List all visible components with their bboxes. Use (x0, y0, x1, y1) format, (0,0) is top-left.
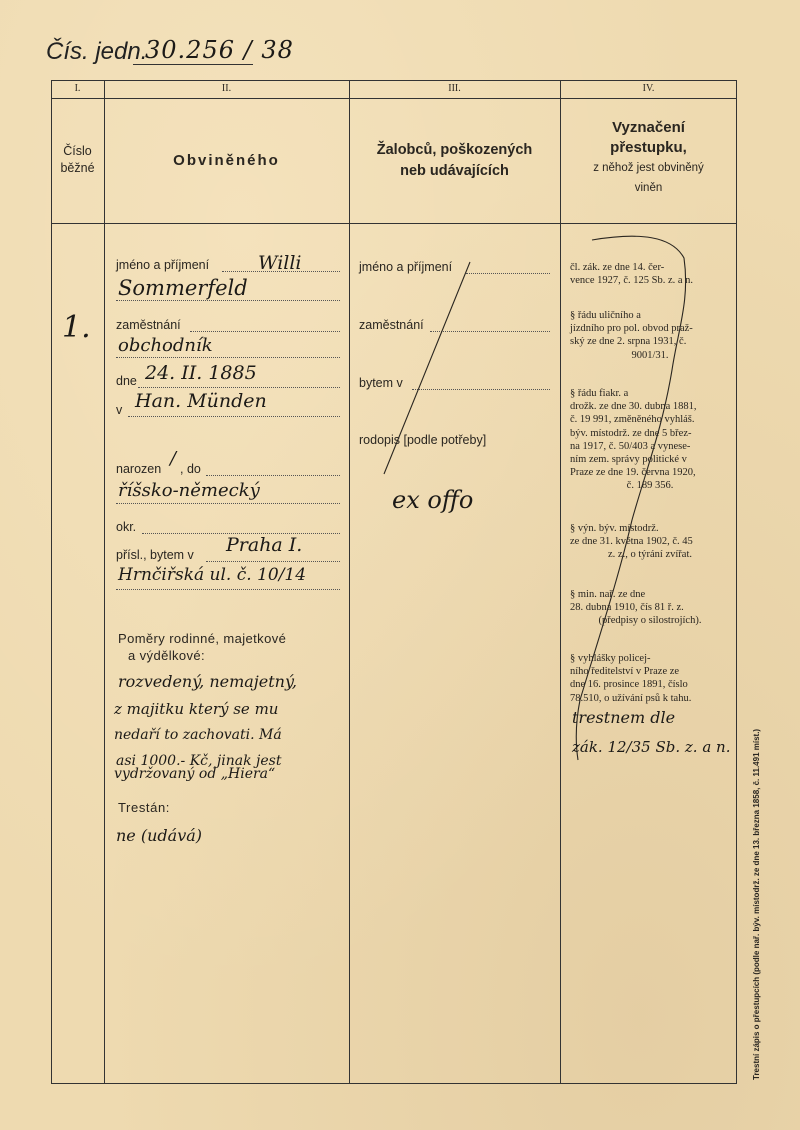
birth-place-handwritten: Han. Münden (135, 390, 267, 412)
heading-1-line-2: běžné (60, 161, 95, 175)
accused-first-name-handwritten: Willi (258, 252, 302, 274)
complainant-bio-label: rodopis [podle potřeby] (359, 433, 487, 447)
punished-label: Trestán: (118, 800, 171, 815)
reference-label: Čís. jedn. (46, 38, 148, 65)
provision-2-line-2: jízdního pro pol. obvod praž- (570, 323, 693, 335)
heading-1-line-1: Číslo (63, 144, 92, 158)
residence-fill-line (206, 561, 340, 562)
provision-1-line-1: čl. zák. ze dne 14. čer- (570, 262, 665, 273)
place-fill-line (128, 416, 340, 417)
circumstances-label-line-1: Poměry rodinné, majetkové (118, 631, 287, 646)
provision-2-line-3: ský ze dne 2. srpna 1931, č. (570, 336, 687, 348)
born-label: narozen (116, 462, 162, 476)
heading-4-line-2: přestupku, (610, 139, 687, 156)
complainant-address-label: bytem v (359, 376, 403, 390)
name-fill-line-2 (116, 300, 340, 301)
residence-city-handwritten: Praha I. (226, 534, 303, 556)
residence-fill-line-2 (116, 589, 340, 590)
column-number-2: II. (221, 83, 232, 94)
header-row-divider (51, 223, 737, 224)
accused-occupation-label: zaměstnání (116, 318, 181, 332)
heading-3-line-2: neb udávajících (400, 163, 509, 179)
column-divider-3 (560, 80, 561, 1084)
form-side-note: Trestní zápis o přestupcích (podle nař. býv. místodrž. ze dne 13. března 1858, č. 11.491 míst.) (752, 728, 761, 1080)
column-number-3: III. (448, 83, 461, 94)
accused-name-label: jméno a příjmení (116, 258, 210, 272)
provision-3-line-8: č. 189 356. (626, 480, 674, 492)
accused-last-name-handwritten: Sommerfeld (118, 276, 248, 300)
provision-6-line-2: ního ředitelství v Praze ze (570, 666, 680, 678)
provision-5-line-2: 28. dubna 1910, čís 81 ř. z. (570, 602, 684, 614)
accused-occupation-handwritten: obchodník (118, 335, 213, 356)
residence-label: přísl., bytem v (116, 548, 194, 562)
roman-row-divider (51, 98, 737, 99)
provision-6-line-3: dne 16. prosince 1891, číslo (570, 679, 688, 691)
provision-2-line-1: § řádu uličního a (570, 310, 641, 321)
provision-3-line-5: na 1917, č. 50/403 a vynese- (570, 440, 691, 452)
offense-provision-2 (570, 309, 730, 362)
column-heading-3 (349, 140, 560, 182)
heading-4-line-4: viněn (634, 182, 663, 194)
reference-underline (133, 64, 253, 65)
complainant-handwritten: ex offo (392, 486, 474, 514)
heading-4-line-3: z něhož jest obviněný (593, 162, 704, 174)
born-fill-line (206, 475, 340, 476)
residence-street-handwritten: Hrnčiřská ul. č. 10/14 (118, 565, 307, 585)
offense-handwritten-1: trestnem dle (572, 708, 676, 727)
provision-4-line-1: § výn. býv. místodrž. (570, 523, 659, 534)
provision-5-line-3: (předpisy o silostrojích). (598, 615, 702, 627)
offense-handwritten-2: zák. 12/35 Sb. z. a n. (572, 738, 731, 756)
provision-3-line-2: drožk. ze dne 30. dubna 1881, (570, 401, 697, 413)
serial-number-handwritten: 1. (62, 310, 91, 345)
offense-provision-4 (570, 522, 730, 562)
provision-2-line-4: 9001/31. (631, 349, 669, 361)
birth-date-handwritten: 24. II. 1885 (145, 362, 257, 384)
heading-4-line-1: Vyznačení (612, 119, 685, 136)
column-number-1: I. (74, 83, 81, 94)
nationality-fill-line (116, 503, 340, 504)
offense-provision-6 (570, 652, 730, 705)
provision-6-line-1: § vyhlášky policej- (570, 653, 651, 664)
column-number-4: IV. (642, 83, 655, 94)
column-divider-2 (349, 80, 350, 1084)
complainant-name-fill-line (466, 273, 550, 274)
birth-date-label: dne (116, 374, 137, 388)
provision-3-line-3: č. 19 991, změněného vyhláš. (570, 414, 695, 426)
heading-3-line-1: Žalobců, poškozených (376, 142, 533, 158)
occupation-fill-line (190, 331, 340, 332)
circumstances-handwritten-3: nedaří to zachovati. Má (114, 727, 282, 743)
complainant-address-fill-line (412, 389, 550, 390)
circumstances-handwritten-4: asi 1000.- Kč, jinak jest (116, 753, 282, 769)
district-label: okr. (116, 520, 137, 534)
punished-handwritten: ne (udává) (116, 826, 203, 845)
offense-provision-1 (570, 261, 730, 287)
provision-5-line-1: § min. nař. ze dne (570, 589, 646, 600)
provision-1-line-2: vence 1927, č. 125 Sb. z. a n. (570, 275, 694, 287)
provision-3-line-4: býv. místodrž. ze dne 5 břez- (570, 427, 692, 439)
nationality-handwritten: říšsko-německý (118, 480, 260, 501)
offense-provision-5 (570, 588, 730, 628)
circumstances-handwritten-1: rozvedený, nemajetný, (118, 672, 297, 691)
offense-provision-3 (570, 387, 730, 493)
provision-3-line-7: Praze ze dne 19. června 1920, (570, 467, 696, 479)
circumstances-handwritten-2: z majitku který se mu (114, 700, 279, 718)
birth-place-label: v (116, 403, 123, 417)
column-divider-1 (104, 80, 105, 1084)
provision-4-line-2: ze dne 31. května 1902, č. 45 (570, 536, 693, 548)
complainant-name-label: jméno a příjmení (359, 260, 453, 274)
born-handwritten: / (170, 448, 177, 469)
column-heading-4 (560, 118, 737, 198)
occupation-fill-line-2 (116, 357, 340, 358)
provision-6-line-4: 78.510, o užívání psů k tahu. (570, 692, 692, 704)
complainant-occupation-label: zaměstnání (359, 318, 424, 332)
column-heading-2: Obviněného (173, 152, 280, 169)
provision-3-line-1: § řádu fiakr. a (570, 388, 629, 399)
column-heading-1 (51, 143, 104, 177)
complainant-occupation-fill-line (430, 331, 550, 332)
circumstances-handwritten-5: vydržovaný od „Hiera“ (114, 766, 276, 782)
provision-4-line-3: z. z., o týrání zvířat. (608, 549, 692, 561)
reference-number-handwritten: 30.256 / 38 (145, 36, 294, 64)
provision-3-line-6: ním zem. správy politické v (570, 454, 687, 466)
born-to-label: , do (180, 462, 201, 476)
date-fill-line (138, 387, 340, 388)
circumstances-label-line-2: a výdělkové: (128, 648, 206, 663)
